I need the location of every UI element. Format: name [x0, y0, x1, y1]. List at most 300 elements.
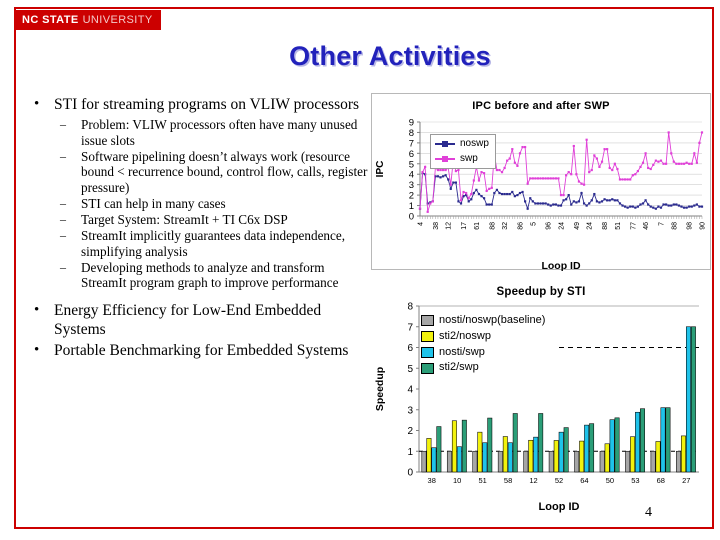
- chart-speedup-plot-area: [371, 298, 711, 521]
- ipc-data-point: [534, 202, 536, 204]
- speedup-y-tick: 5: [407, 363, 413, 375]
- bullet-text: Energy Efficiency for Low-End Embedded Systems: [54, 302, 322, 339]
- ipc-data-point: [701, 206, 703, 208]
- bullet-item: [24, 342, 370, 361]
- ipc-data-point: [504, 193, 506, 195]
- ipc-data-point: [621, 178, 623, 180]
- legend-label: noswp: [460, 138, 489, 149]
- ipc-data-point: [439, 169, 441, 171]
- ipc-y-axis-label: IPC: [375, 160, 386, 178]
- ipc-data-point: [645, 152, 647, 154]
- ipc-y-tick: 8: [408, 127, 414, 139]
- logo-bold-text: NC STATE: [22, 14, 79, 26]
- speedup-bar: [539, 413, 543, 472]
- ipc-data-point: [632, 174, 634, 176]
- ipc-data-point: [478, 193, 480, 195]
- ipc-data-point: [611, 198, 613, 200]
- legend-color-swatch: [421, 363, 434, 374]
- chart-speedup-by-sti: [371, 283, 711, 521]
- ipc-x-tick: 46: [643, 222, 651, 230]
- ipc-data-point: [673, 161, 675, 163]
- ipc-x-tick: 77: [630, 222, 638, 230]
- ipc-data-point: [596, 157, 598, 159]
- ipc-data-point: [693, 204, 695, 206]
- ipc-data-point: [542, 177, 544, 179]
- ipc-data-point: [557, 177, 559, 179]
- ipc-data-point: [493, 192, 495, 194]
- ipc-data-point: [486, 190, 488, 192]
- speedup-x-tick: 50: [605, 476, 615, 485]
- ipc-data-point: [521, 191, 523, 193]
- ipc-series-line-noswp: [420, 173, 702, 209]
- ipc-data-point: [552, 177, 554, 179]
- bullet-item: [24, 302, 370, 340]
- ipc-data-point: [516, 165, 518, 167]
- ipc-data-point: [537, 177, 539, 179]
- ipc-data-point: [539, 177, 541, 179]
- ipc-data-point: [498, 192, 500, 194]
- speedup-bar: [483, 443, 487, 472]
- ipc-data-point: [637, 206, 639, 208]
- ipc-data-point: [603, 148, 605, 150]
- ipc-data-point: [537, 202, 539, 204]
- ipc-data-point: [532, 200, 534, 202]
- speedup-bar: [427, 438, 431, 472]
- legend-color-swatch: [421, 315, 434, 326]
- ipc-data-point: [662, 163, 664, 165]
- legend-marker: [442, 141, 448, 147]
- ipc-legend-item: [435, 153, 489, 166]
- ipc-data-point: [445, 169, 447, 171]
- ipc-data-point: [562, 194, 564, 196]
- speedup-y-tick: 7: [407, 322, 413, 334]
- ipc-data-point: [606, 148, 608, 150]
- speedup-x-tick: 64: [580, 476, 589, 485]
- ipc-data-point: [552, 203, 554, 205]
- ipc-data-point: [529, 197, 531, 199]
- speedup-y-axis-label: Speedup: [374, 366, 386, 412]
- ipc-data-point: [437, 175, 439, 177]
- ipc-data-point: [496, 189, 498, 191]
- speedup-y-tick: 3: [407, 405, 413, 417]
- ipc-data-point: [668, 204, 670, 206]
- ipc-data-point: [460, 199, 462, 201]
- sub-bullet-item: [54, 260, 370, 292]
- ipc-data-point: [429, 202, 431, 204]
- ipc-data-point: [491, 203, 493, 205]
- ipc-data-point: [514, 162, 516, 164]
- ipc-data-point: [475, 189, 477, 191]
- ipc-data-point: [575, 201, 577, 203]
- ipc-data-point: [621, 204, 623, 206]
- sub-bullet-item: [54, 228, 370, 260]
- ipc-data-point: [573, 145, 575, 147]
- ipc-data-point: [683, 163, 685, 165]
- ipc-x-tick: 17: [461, 222, 469, 230]
- bullet-text: STI for streaming programs on VLIW processors: [54, 96, 360, 113]
- ipc-data-point: [455, 181, 457, 183]
- speedup-x-tick: 52: [554, 476, 564, 485]
- ipc-data-point: [650, 168, 652, 170]
- ipc-x-tick: 5: [530, 222, 538, 226]
- speedup-legend-item: [421, 330, 545, 344]
- ipc-data-point: [427, 211, 429, 213]
- ipc-data-point: [470, 198, 472, 200]
- speedup-bar: [656, 442, 660, 473]
- ipc-x-tick: 98: [686, 222, 694, 230]
- ipc-data-point: [673, 203, 675, 205]
- ipc-data-point: [578, 180, 580, 182]
- speedup-bar: [661, 408, 665, 472]
- ipc-data-point: [680, 163, 682, 165]
- ipc-data-point: [442, 169, 444, 171]
- speedup-y-tick: 8: [407, 301, 413, 313]
- ipc-data-point: [483, 172, 485, 174]
- speedup-y-tick: 6: [407, 343, 413, 354]
- ipc-data-point: [627, 207, 629, 209]
- ipc-data-point: [504, 167, 506, 169]
- speedup-bar: [686, 327, 690, 472]
- ipc-data-point: [496, 169, 498, 171]
- ipc-data-point: [688, 206, 690, 208]
- ipc-data-point: [506, 160, 508, 162]
- speedup-bar: [691, 327, 695, 472]
- ipc-data-point: [696, 203, 698, 205]
- ipc-data-point: [583, 202, 585, 204]
- ipc-data-point: [432, 200, 434, 202]
- sub-bullet-text: Developing methods to analyze and transform StreamIt program graph to improve performance: [81, 259, 339, 291]
- ipc-data-point: [591, 169, 593, 171]
- ipc-data-point: [524, 200, 526, 202]
- speedup-bar: [589, 424, 593, 472]
- ipc-data-point: [452, 181, 454, 183]
- ipc-data-point: [488, 188, 490, 190]
- legend-label: sti2/swp: [439, 361, 479, 374]
- legend-line-swatch: [435, 158, 455, 160]
- speedup-bar: [635, 412, 639, 472]
- ipc-data-point: [611, 169, 613, 171]
- ipc-data-point: [532, 177, 534, 179]
- ipc-data-point: [670, 152, 672, 154]
- ipc-data-point: [570, 173, 572, 175]
- ipc-data-point: [660, 207, 662, 209]
- ipc-data-point: [665, 203, 667, 205]
- ipc-data-point: [501, 193, 503, 195]
- speedup-bar: [564, 428, 568, 472]
- chart-speedup-title: Speedup by STI: [496, 286, 586, 298]
- ipc-data-point: [547, 203, 549, 205]
- ipc-data-point: [450, 188, 452, 190]
- speedup-x-tick: 68: [656, 476, 665, 485]
- ipc-y-tick: 5: [408, 159, 414, 171]
- ipc-data-point: [550, 177, 552, 179]
- ipc-data-point: [639, 203, 641, 205]
- ipc-data-point: [642, 202, 644, 204]
- sub-bullet-text: Software pipelining doesn’t always work (resource bound < recurrence bound, control flow, calls, register pressure): [81, 148, 368, 196]
- speedup-bar: [610, 420, 614, 472]
- ipc-y-tick: 3: [408, 180, 414, 192]
- ipc-data-point: [457, 169, 459, 171]
- ipc-data-point: [580, 192, 582, 194]
- speedup-x-tick: 38: [427, 476, 436, 485]
- ipc-data-point: [560, 204, 562, 206]
- ipc-data-point: [593, 193, 595, 195]
- ipc-data-point: [568, 171, 570, 173]
- ipc-data-point: [519, 152, 521, 154]
- ipc-x-tick: 49: [573, 222, 581, 230]
- ipc-data-point: [565, 198, 567, 200]
- speedup-bar: [584, 425, 588, 472]
- sub-bullet-text: Target System: StreamIt + TI C6x DSP: [81, 211, 288, 227]
- ipc-data-point: [655, 208, 657, 210]
- ipc-data-point: [534, 177, 536, 179]
- ipc-data-point: [565, 174, 567, 176]
- speedup-bar: [579, 441, 583, 472]
- logo-light-text: UNIVERSITY: [82, 14, 153, 26]
- ipc-data-point: [483, 197, 485, 199]
- ipc-data-point: [691, 206, 693, 208]
- speedup-bar: [447, 451, 451, 472]
- slide-border-top: [14, 7, 714, 9]
- speedup-bar: [559, 432, 563, 472]
- ipc-data-point: [601, 161, 603, 163]
- ipc-data-point: [547, 177, 549, 179]
- ipc-data-point: [521, 146, 523, 148]
- bullet-list: [24, 96, 370, 361]
- speedup-legend-item: [421, 346, 545, 360]
- speedup-bar: [600, 451, 604, 472]
- ipc-data-point: [480, 195, 482, 197]
- ipc-x-tick: 88: [602, 222, 610, 230]
- ipc-data-point: [545, 202, 547, 204]
- ipc-data-point: [614, 199, 616, 201]
- ipc-data-point: [457, 200, 459, 202]
- slide-border-left: [14, 7, 16, 529]
- ipc-data-point: [606, 199, 608, 201]
- ipc-data-point: [573, 200, 575, 202]
- speedup-bar: [503, 437, 507, 472]
- ipc-data-point: [424, 166, 426, 168]
- speedup-bar: [640, 409, 644, 472]
- ipc-data-point: [527, 208, 529, 210]
- ipc-y-tick: 4: [408, 169, 414, 181]
- ipc-data-point: [593, 154, 595, 156]
- ipc-data-point: [568, 194, 570, 196]
- sub-bullet-list: [54, 117, 370, 291]
- ipc-data-point: [634, 173, 636, 175]
- ipc-data-point: [545, 177, 547, 179]
- ipc-data-point: [473, 192, 475, 194]
- ipc-data-point: [629, 206, 631, 208]
- chart-ipc-plot-area: [372, 112, 710, 277]
- speedup-bar: [575, 451, 579, 472]
- ipc-data-point: [460, 202, 462, 204]
- ipc-data-point: [486, 203, 488, 205]
- ipc-data-point: [596, 200, 598, 202]
- speedup-bar: [524, 451, 528, 472]
- ipc-data-point: [516, 194, 518, 196]
- ipc-legend-item: [435, 138, 489, 151]
- speedup-bar: [605, 444, 609, 472]
- ipc-y-tick: 6: [408, 148, 414, 160]
- ipc-data-point: [686, 162, 688, 164]
- ipc-data-point: [627, 178, 629, 180]
- ipc-data-point: [524, 146, 526, 148]
- ipc-data-point: [675, 203, 677, 205]
- chart-ipc-svg: [372, 112, 712, 272]
- ipc-data-point: [683, 207, 685, 209]
- sub-bullet-item: [54, 117, 370, 149]
- ipc-data-point: [698, 142, 700, 144]
- speedup-bar: [651, 451, 655, 472]
- ipc-y-tick: 7: [408, 138, 414, 150]
- chart-ipc-before-after-swp: [371, 93, 711, 270]
- speedup-legend: [421, 314, 545, 375]
- speedup-bar: [676, 451, 680, 472]
- speedup-bar: [534, 437, 538, 472]
- speedup-bar: [615, 418, 619, 472]
- speedup-bar: [666, 408, 670, 472]
- ipc-data-point: [529, 177, 531, 179]
- ipc-data-point: [632, 206, 634, 208]
- ipc-data-point: [445, 174, 447, 176]
- ipc-x-tick: 32: [502, 222, 510, 230]
- ipc-data-point: [506, 193, 508, 195]
- ipc-data-point: [514, 195, 516, 197]
- speedup-bar: [625, 451, 629, 472]
- ipc-data-point: [498, 169, 500, 171]
- slide-body: [24, 96, 370, 363]
- bullet-item: [24, 96, 370, 300]
- ipc-data-point: [678, 163, 680, 165]
- sub-bullet-text: StreamIt implicitly guarantees data independence, simplifying analysis: [81, 227, 346, 259]
- ipc-data-point: [698, 206, 700, 208]
- ipc-data-point: [562, 199, 564, 201]
- ipc-data-point: [609, 199, 611, 201]
- speedup-legend-item: [421, 314, 545, 328]
- ipc-data-point: [652, 207, 654, 209]
- ipc-data-point: [511, 148, 513, 150]
- speedup-x-tick: 27: [682, 476, 691, 485]
- ipc-data-point: [588, 171, 590, 173]
- ipc-x-tick: 24: [586, 222, 594, 230]
- sub-bullet-text: STI can help in many cases: [81, 196, 226, 212]
- ipc-data-point: [624, 178, 626, 180]
- ipc-y-tick: 2: [408, 190, 414, 202]
- ipc-data-point: [511, 191, 513, 193]
- ipc-y-tick: 1: [408, 201, 414, 213]
- speedup-bar: [422, 451, 426, 472]
- ipc-data-point: [642, 162, 644, 164]
- speedup-bar: [498, 451, 502, 472]
- ipc-data-point: [645, 199, 647, 201]
- ipc-data-point: [609, 167, 611, 169]
- ipc-data-point: [660, 160, 662, 162]
- ipc-data-point: [693, 152, 695, 154]
- ipc-data-point: [465, 192, 467, 194]
- speedup-bar: [473, 451, 477, 472]
- ipc-data-point: [560, 194, 562, 196]
- ipc-data-point: [470, 193, 472, 195]
- ipc-data-point: [701, 131, 703, 133]
- speedup-bar: [630, 437, 634, 472]
- ipc-data-point: [519, 192, 521, 194]
- ipc-x-tick: 12: [445, 222, 453, 230]
- ipc-data-point: [639, 166, 641, 168]
- ipc-data-point: [473, 179, 475, 181]
- ipc-data-point: [450, 184, 452, 186]
- slide-border-bottom: [14, 527, 714, 529]
- nc-state-logo: [14, 10, 161, 30]
- speedup-bar: [529, 440, 533, 472]
- ipc-data-point: [509, 193, 511, 195]
- ipc-x-tick: 88: [671, 222, 679, 230]
- ipc-data-point: [580, 183, 582, 185]
- legend-line-swatch: [435, 143, 455, 145]
- ipc-data-point: [598, 166, 600, 168]
- ipc-data-point: [501, 171, 503, 173]
- ipc-x-tick: 90: [699, 222, 707, 230]
- ipc-data-point: [591, 199, 593, 201]
- ipc-data-point: [670, 204, 672, 206]
- ipc-data-point: [680, 206, 682, 208]
- ipc-data-point: [675, 163, 677, 165]
- sub-bullet-text: Problem: VLIW processors often have many unused issue slots: [81, 116, 358, 148]
- ipc-data-point: [603, 198, 605, 200]
- bullet-text: Portable Benchmarking for Embedded Systems: [54, 342, 349, 359]
- ipc-x-axis-label: Loop ID: [541, 260, 581, 272]
- speedup-y-tick: 0: [407, 467, 413, 479]
- speedup-x-axis-label: Loop ID: [538, 501, 580, 513]
- ipc-data-point: [616, 168, 618, 170]
- page-number: 4: [645, 505, 652, 520]
- ipc-data-point: [619, 202, 621, 204]
- ipc-data-point: [691, 163, 693, 165]
- ipc-data-point: [637, 170, 639, 172]
- ipc-x-tick: 51: [614, 222, 622, 230]
- ipc-y-tick: 9: [408, 117, 414, 129]
- ipc-data-point: [598, 201, 600, 203]
- legend-marker: [442, 156, 448, 162]
- ipc-data-point: [678, 204, 680, 206]
- ipc-data-point: [619, 178, 621, 180]
- legend-label: swp: [460, 152, 478, 164]
- ipc-data-point: [468, 197, 470, 199]
- ipc-data-point: [650, 206, 652, 208]
- speedup-x-tick: 10: [453, 476, 462, 485]
- speedup-y-tick: 1: [407, 446, 413, 458]
- ipc-data-point: [588, 202, 590, 204]
- ipc-data-point: [542, 202, 544, 204]
- ipc-x-tick: 24: [558, 222, 566, 230]
- speedup-bar: [462, 420, 466, 472]
- bullet-spacer: [54, 291, 370, 300]
- speedup-y-tick: 4: [407, 384, 413, 396]
- ipc-data-point: [634, 207, 636, 209]
- speedup-x-tick: 51: [478, 476, 487, 485]
- speedup-bar: [681, 436, 685, 472]
- chart-ipc-title: IPC before and after SWP: [472, 100, 610, 112]
- ipc-data-point: [480, 171, 482, 173]
- ipc-data-point: [539, 202, 541, 204]
- ipc-data-point: [550, 204, 552, 206]
- ipc-data-point: [437, 169, 439, 171]
- speedup-x-tick: 12: [529, 476, 538, 485]
- ipc-data-point: [652, 164, 654, 166]
- speedup-bar: [457, 447, 461, 472]
- sub-bullet-item: [54, 149, 370, 197]
- ipc-data-point: [555, 203, 557, 205]
